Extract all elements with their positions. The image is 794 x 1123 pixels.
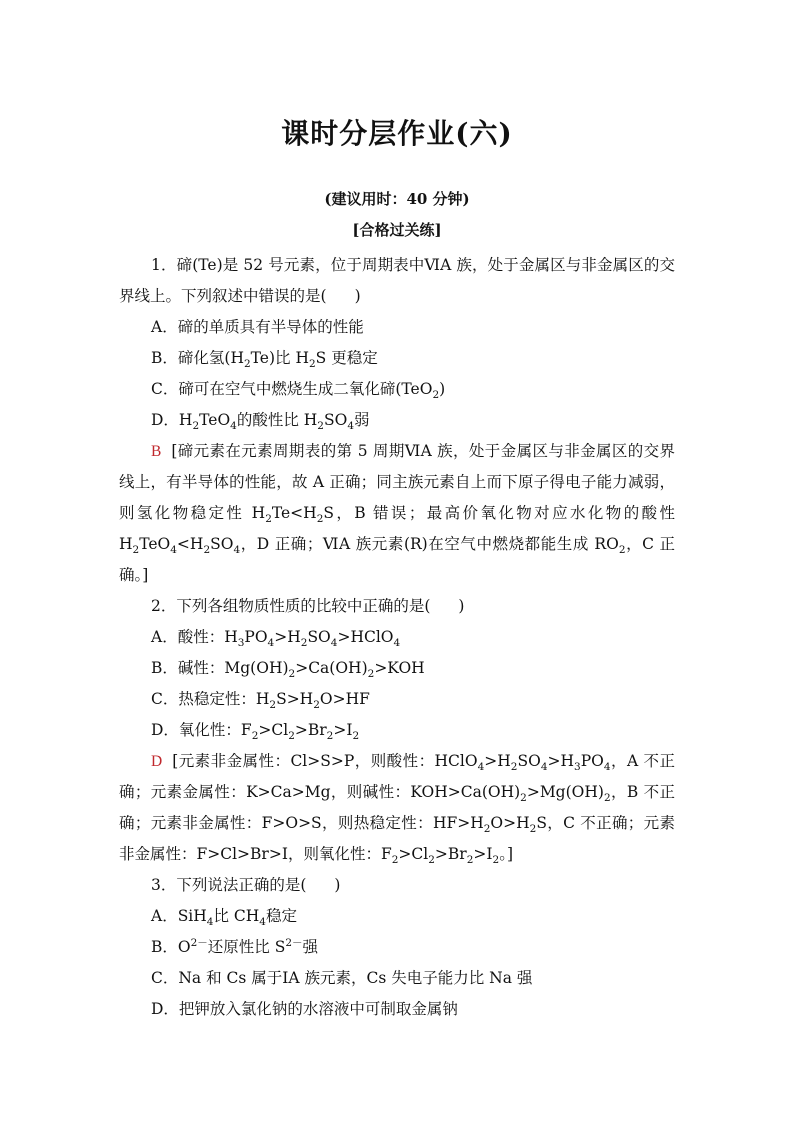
- question-2-option-b: B．碱性：$Mg(OH)_2>Ca(OH)_2>KOH$: [151, 659, 425, 681]
- question-3-option-d: D．把钾放入氯化钠的水溶液中可制取金属钠: [151, 1000, 458, 1018]
- question-3-stem: 3．下列说法正确的是( ): [151, 876, 341, 894]
- question-1-stem: 1．碲(Te)是 52 号元素，位于周期表中ⅥA 族，处于金属区与非金属区的交界线上。下列叙述中错误的是( ): [119, 256, 675, 305]
- question-3-option-a: A．SiH$_4$比 $CH_4$稳定: [151, 907, 297, 929]
- question-2-option-c: C．热稳定性：$H_2S>H_2O>HF$: [151, 690, 370, 712]
- question-2-stem: 2．下列各组物质性质的比较中正确的是( ): [151, 597, 465, 615]
- question-1-option-b: B．碲化氢$(H_2Te)$比 $H_2S$ 更稳定: [151, 349, 378, 371]
- answer-letter: B: [151, 443, 162, 460]
- question-2-option-a: A．酸性：$H_3PO_4>H_2SO_4>HClO_4$: [151, 628, 401, 650]
- question-1-option-c: C．碲可在空气中燃烧生成二氧化碲(TeO$_2$): [151, 380, 446, 402]
- question-list: [119, 250, 675, 1025]
- question-1-option-d: D．$H_2TeO_4$的酸性比 $H_2SO_4$弱: [151, 411, 370, 433]
- question-2-answer: D [元素非金属性：Cl>S>P，则酸性：$HClO_4>H_2SO_4>H_3PO_4$，A 不正确；元素金属性：K>Ca>Mg，则碱性：$KOH>Ca(OH)_2>Mg(OH)_2$，B 不正确；元素非金属性：F>O>S，则热稳定性：$HF>H_2O>H_2S$，C 不正确；元素非金属性：F>Cl>Br>I，则氧化性：$F_2>Cl_2>Br_2>I_2$。]: [119, 752, 675, 867]
- section-heading: [合格过关练]: [352, 221, 442, 239]
- question-3-option-b: B．$O^{2-}$还原性比 $S^{2-}$强: [151, 936, 319, 956]
- question-3-option-c: C．Na 和 Cs 属于ⅠA 族元素，Cs 失电子能力比 Na 强: [151, 969, 533, 987]
- question-1-answer: B [碲元素在元素周期表的第 5 周期ⅥA 族，处于金属区与非金属区的交界线上，有半导体的性能，故 A 正确；同主族元素自上而下原子得电子能力减弱，则氢化物稳定性 $H_2Te<H_2S$，B 错误；最高价氧化物对应水化物的酸性 $H_2TeO_4<H_2SO_4$，D 正确；ⅥA 族元素(R)在空气中燃烧都能生成 $RO_2$，C 正确。]: [119, 442, 675, 584]
- page-title: 课时分层作业(六): [281, 117, 513, 150]
- answer-letter: D: [151, 753, 163, 770]
- question-1-option-a: A．碲的单质具有半导体的性能: [151, 318, 364, 336]
- question-2-option-d: D．氧化性：$F_2>Cl_2>Br_2>I_2$: [151, 721, 360, 743]
- suggested-time: (建议用时：40 分钟): [324, 190, 470, 208]
